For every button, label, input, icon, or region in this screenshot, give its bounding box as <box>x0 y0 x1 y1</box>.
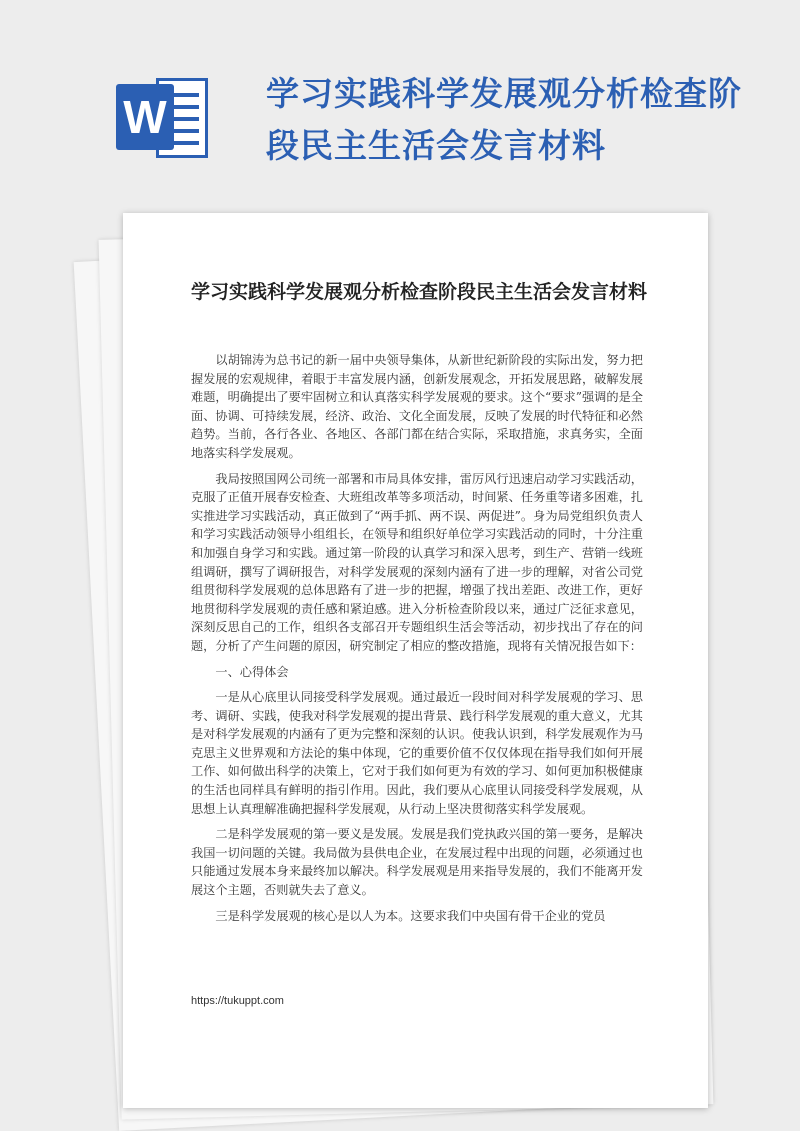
header-banner <box>0 0 800 200</box>
document-page <box>123 213 708 1108</box>
document-title: 学习实践科学发展观分析检查阶段民主生活会发言材料 <box>191 281 648 303</box>
body-paragraph: 我局按照国网公司统一部署和市局具体安排，雷厉风行迅速启动学习实践活动，克服了正值开展春安检查、大班组改革等多项活动，时间紧、任务重等诸多困难，扎实推进学习实践活动，真正做到了“两手抓、两不误、两促进”。身为局党组织负责人和学习实践活动领导小组组长，在领导和组织好单位学习实践活动的同时，十分注重和加强自身学习和实践。通过第一阶段的认真学习和深入思考，到生产、营销一线班组调研，撰写了调研报告，对科学发展观的深刻内涵有了进一步的理解，对省公司党组贯彻科学发展观的总体思路有了进一步的把握，增强了找出差距、改进工作，更好地贯彻科学发展观的责任感和紧迫感。进入分析检查阶段以来，通过广泛征求意见，深刻反思自己的工作，组织各支部召开专题组织生活会等活动，初步找出了存在的问题，分析了产生问题的原因，研究制定了相应的整改措施，现将有关情况报告如下： <box>191 471 643 653</box>
word-document-icon <box>116 70 212 166</box>
document-body <box>191 351 643 932</box>
body-paragraph: 以胡锦涛为总书记的新一届中央领导集体，从新世纪新阶段的实际出发，努力把握发展的宏观规律，着眼于丰富发展内涵，创新发展观念，开拓发展思路，破解发展难题，明确提出了要牢固树立和认真落实科学发展观的要求。这个“要求”强调的是全面、协调、可持续发展，经济、政治、文化全面发展，反映了发展的时代特征和必然趋势。当前，各行各业、各地区、各部门都在结合实际，采取措施，求真务实，全面地落实科学发展观。 <box>191 353 643 460</box>
body-paragraph: 三是科学发展观的核心是以人为本。这要求我们中央国有骨干企业的党员 <box>215 908 606 923</box>
footer-url: https://tukuppt.com <box>191 995 284 1007</box>
word-letter-badge: W <box>116 84 174 150</box>
section-heading: 一、心得体会 <box>215 664 289 679</box>
header-title: 学习实践科学发展观分析检查阶段民主生活会发言材料 <box>266 74 742 165</box>
body-paragraph: 一是从心底里认同接受科学发展观。通过最近一段时间对科学发展观的学习、思考、调研、实践，使我对科学发展观的提出背景、践行科学发展观的重大意义，尤其是对科学发展观的内涵有了更为完整和深刻的认识。使我认识到，科学发展观作为马克思主义世界观和方法论的集中体现，它的重要价值不仅仅体现在指导我们如何开展工作、如何做出科学的决策上，它对于我们如何更为有效的学习、如何更加积极健康的生活也同样具有鲜明的指引作用。因此，我们要从心底里认同接受科学发展观，从思想上认真理解准确把握科学发展观，从行动上坚决贯彻落实科学发展观。 <box>191 690 643 816</box>
body-paragraph: 二是科学发展观的第一要义是发展。发展是我们党执政兴国的第一要务，是解决我国一切问题的关键。我局做为县供电企业，在发展过程中出现的问题，必须通过也只能通过发展本身来最终加以解决。科学发展观是用来指导发展的，我们不能离开发展这个主题，否则就失去了意义。 <box>191 827 643 898</box>
